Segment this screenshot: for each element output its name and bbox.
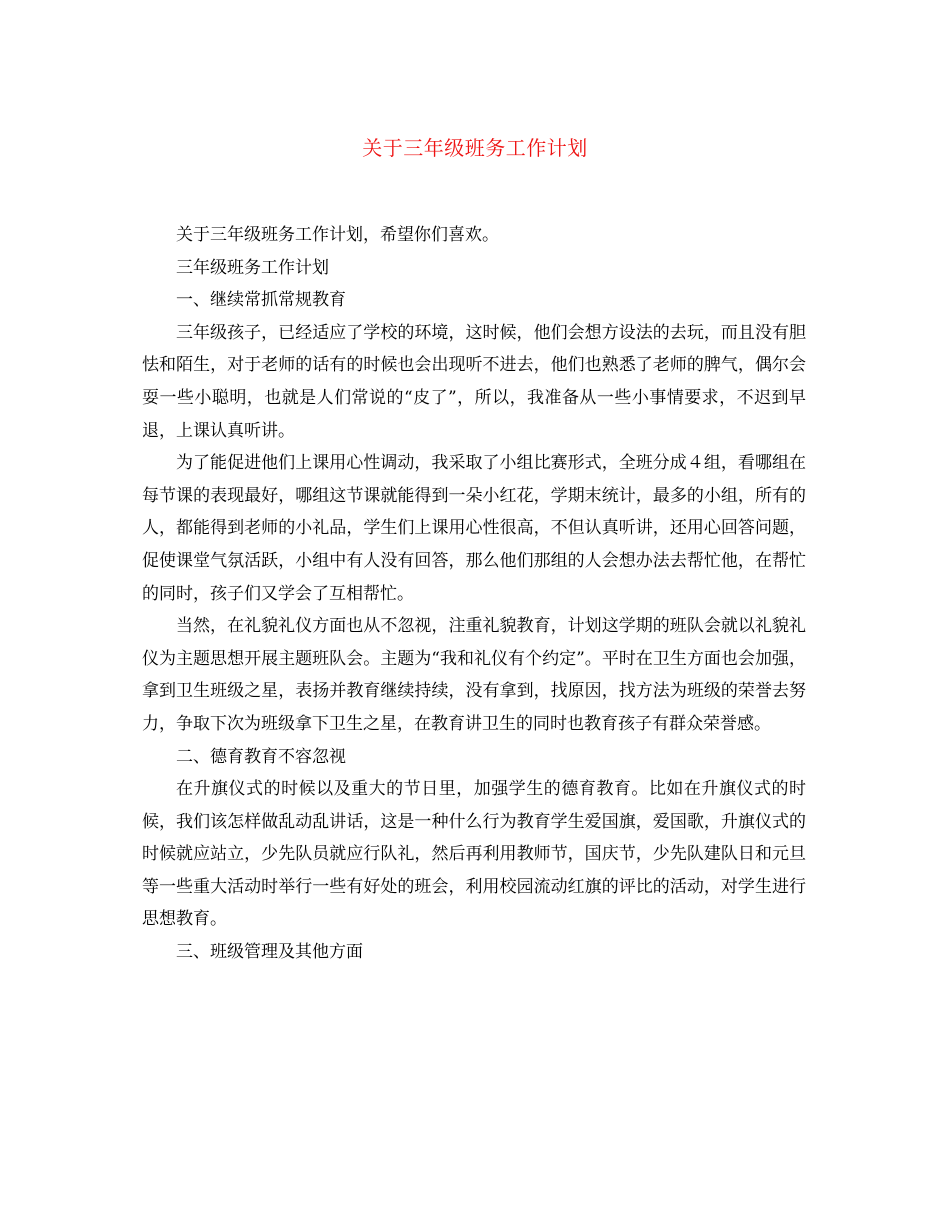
paragraph: 在升旗仪式的时候以及重大的节日里，加强学生的德育教育。比如在升旗仪式的时候，我们该怎样做乱动乱讲话，这是一种什么行为教育学生爱国旗，爱国歌，升旗仪式的时候就应站立，少先队员就应行队礼，然后再利用教师节，国庆节，少先队建队日和元旦等一些重大活动时举行一些有好处的班会，利用校园流动红旗的评比的活动，对学生进行思想教育。 [142,779,806,930]
paragraph: 当然，在礼貌礼仪方面也从不忽视，注重礼貌教育，计划这学期的班队会就以礼貌礼仪为主题思想开展主题班队会。主题为“我和礼仪有个约定”。平时在卫生方面也会加强，拿到卫生班级之星，表扬并教育继续持续，没有拿到，找原因，找方法为班级的荣誉去努力，争取下次为班级拿下卫生之星，在教育讲卫生的同时也教育孩子有群众荣誉感。 [142,616,806,734]
document-title: 关于三年级班务工作计划 [362,136,588,160]
document-body [142,219,806,969]
paragraph-intro: 关于三年级班务工作计划，希望你们喜欢。 [176,225,499,245]
section-heading-3: 三、班级管理及其他方面 [176,942,363,963]
paragraph: 为了能促进他们上课用心性调动，我采取了小组比赛形式，全班分成４组，看哪组在每节课的表现最好，哪组这节课就能得到一朵小红花，学期末统计，最多的小组，所有的人，都能得到老师的小礼品，学生们上课用心性很高，不但认真听讲，还用心回答问题，促使课堂气氛活跃，小组中有人没有回答，那么他们那组的人会想办法去帮忙他，在帮忙的同时，孩子们又学会了互相帮忙。 [142,453,806,604]
section-heading-1: 一、继续常抓常规教育 [176,290,346,311]
section-heading-2: 二、德育教育不容忽视 [176,746,346,767]
paragraph: 三年级孩子，已经适应了学校的环境，这时候，他们会想方设法的去玩，而且没有胆怯和陌生，对于老师的话有的时候也会出现听不进去，他们也熟悉了老师的脾气，偶尔会耍一些小聪明，也就是人们常说的“皮了”，所以，我准备从一些小事情要求，不迟到早退，上课认真听讲。 [142,322,806,441]
paragraph-subtitle: 三年级班务工作计划 [176,257,329,278]
